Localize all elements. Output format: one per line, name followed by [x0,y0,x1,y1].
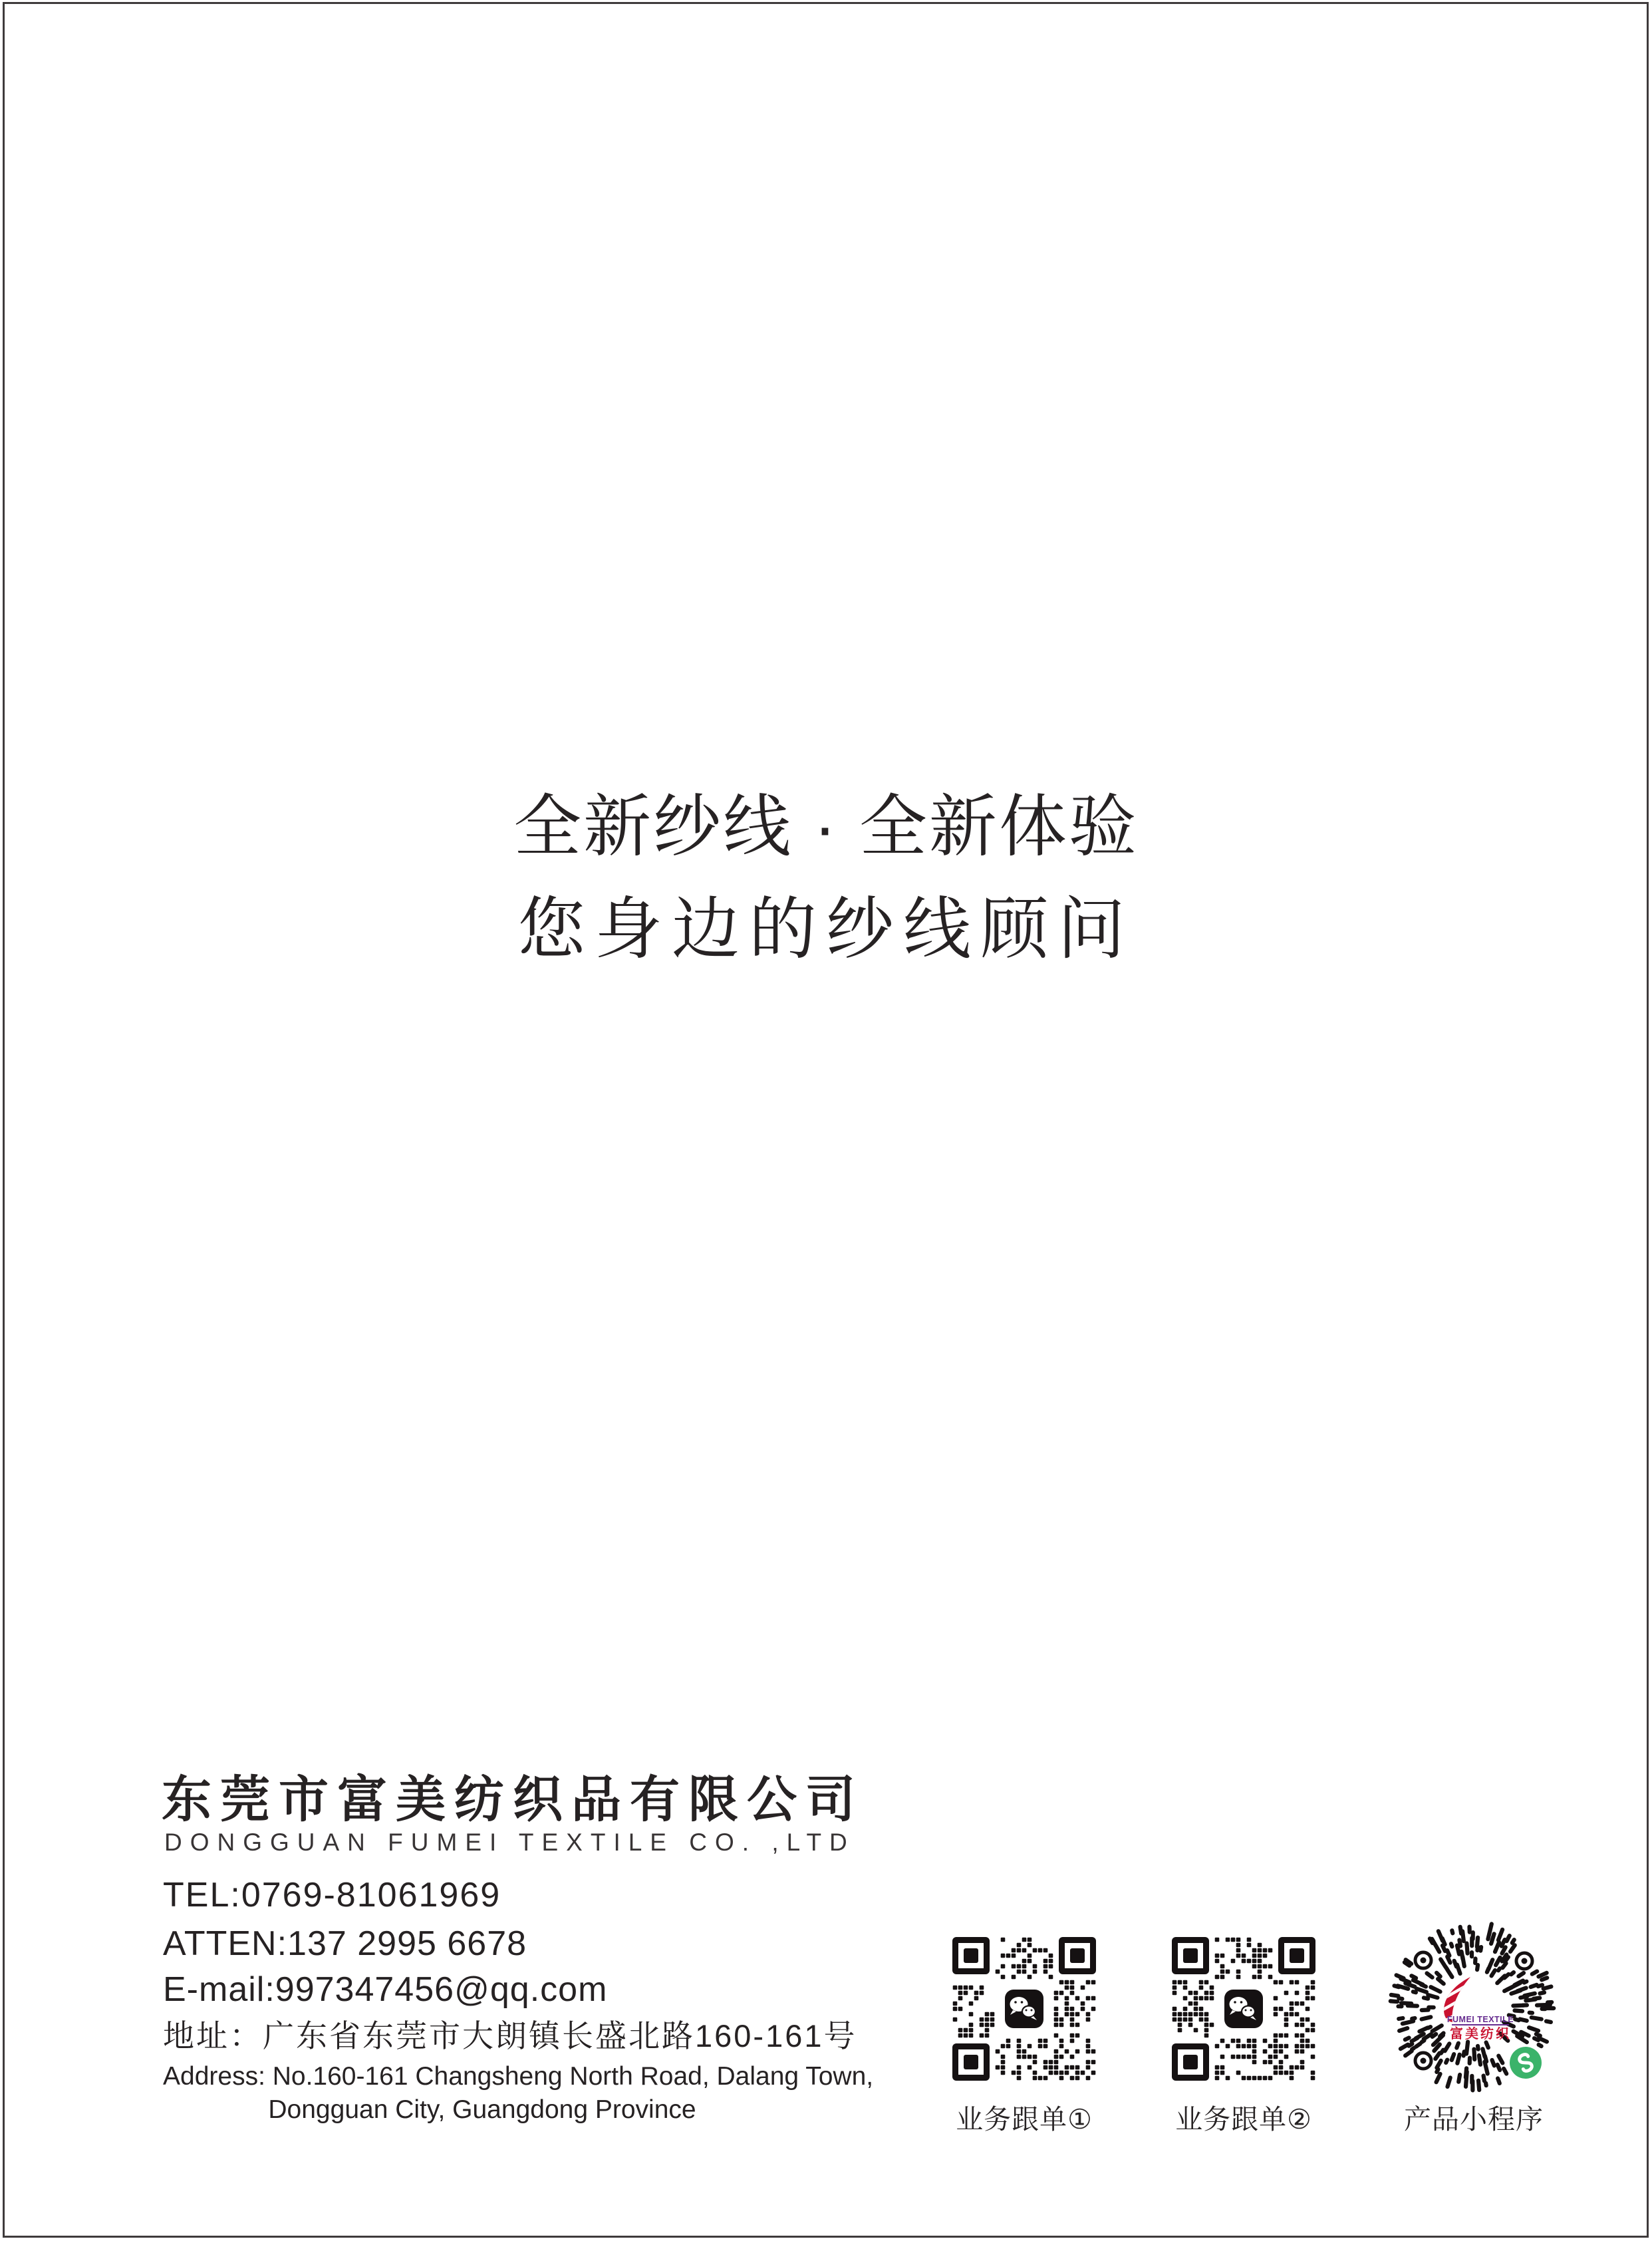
atten-line: ATTEN:137 2995 6678 [163,1924,527,1963]
company-name-cn: 东莞市富美纺织品有限公司 [162,1771,865,1827]
wechat-icon [1000,1985,1048,2033]
address-cn-line: 地址：广东省东莞市大朗镇长盛北路160-161号 [163,2018,857,2053]
miniprogram-eye-bottom-left [1415,2053,1431,2069]
slogan-line-2: 您身边的纱线顾问 [517,891,1135,967]
address-en-line1: Address: No.160-161 Changsheng North Road, Dalang Town, [163,2062,874,2091]
miniprogram-eye-top-left [1415,1952,1431,1968]
wechat-miniprogram-icon [1510,2047,1542,2079]
email-line: E-mail:997347456@qq.com [163,1970,608,2009]
logo-text-en: FUMEI TEXTILE [1446,2015,1514,2024]
address-en-line2: Dongguan City, Guangdong Province [268,2095,696,2124]
tel-line: TEL:0769-81061969 [163,1876,501,1914]
miniprogram-label: 产品小程序 [1404,2104,1544,2135]
qr1-label: 业务跟单① [956,2104,1093,2135]
wechat-icon [1220,1985,1268,2033]
slogan-line-1: 全新纱线 · 全新体验 [513,789,1139,865]
slogan [0,789,1652,967]
wechat-qr-code-1 [952,1937,1096,2081]
wechat-qr-code-2 [1172,1937,1315,2081]
company-name-en: DONGGUAN FUMEI TEXTILE CO. ,LTD [164,1829,855,1856]
miniprogram-eye-top-right [1516,1953,1532,1969]
logo-text-cn: 富美纺织 [1450,2027,1511,2041]
qr2-label: 业务跟单② [1175,2104,1312,2135]
miniprogram-code [1385,1921,1558,2094]
